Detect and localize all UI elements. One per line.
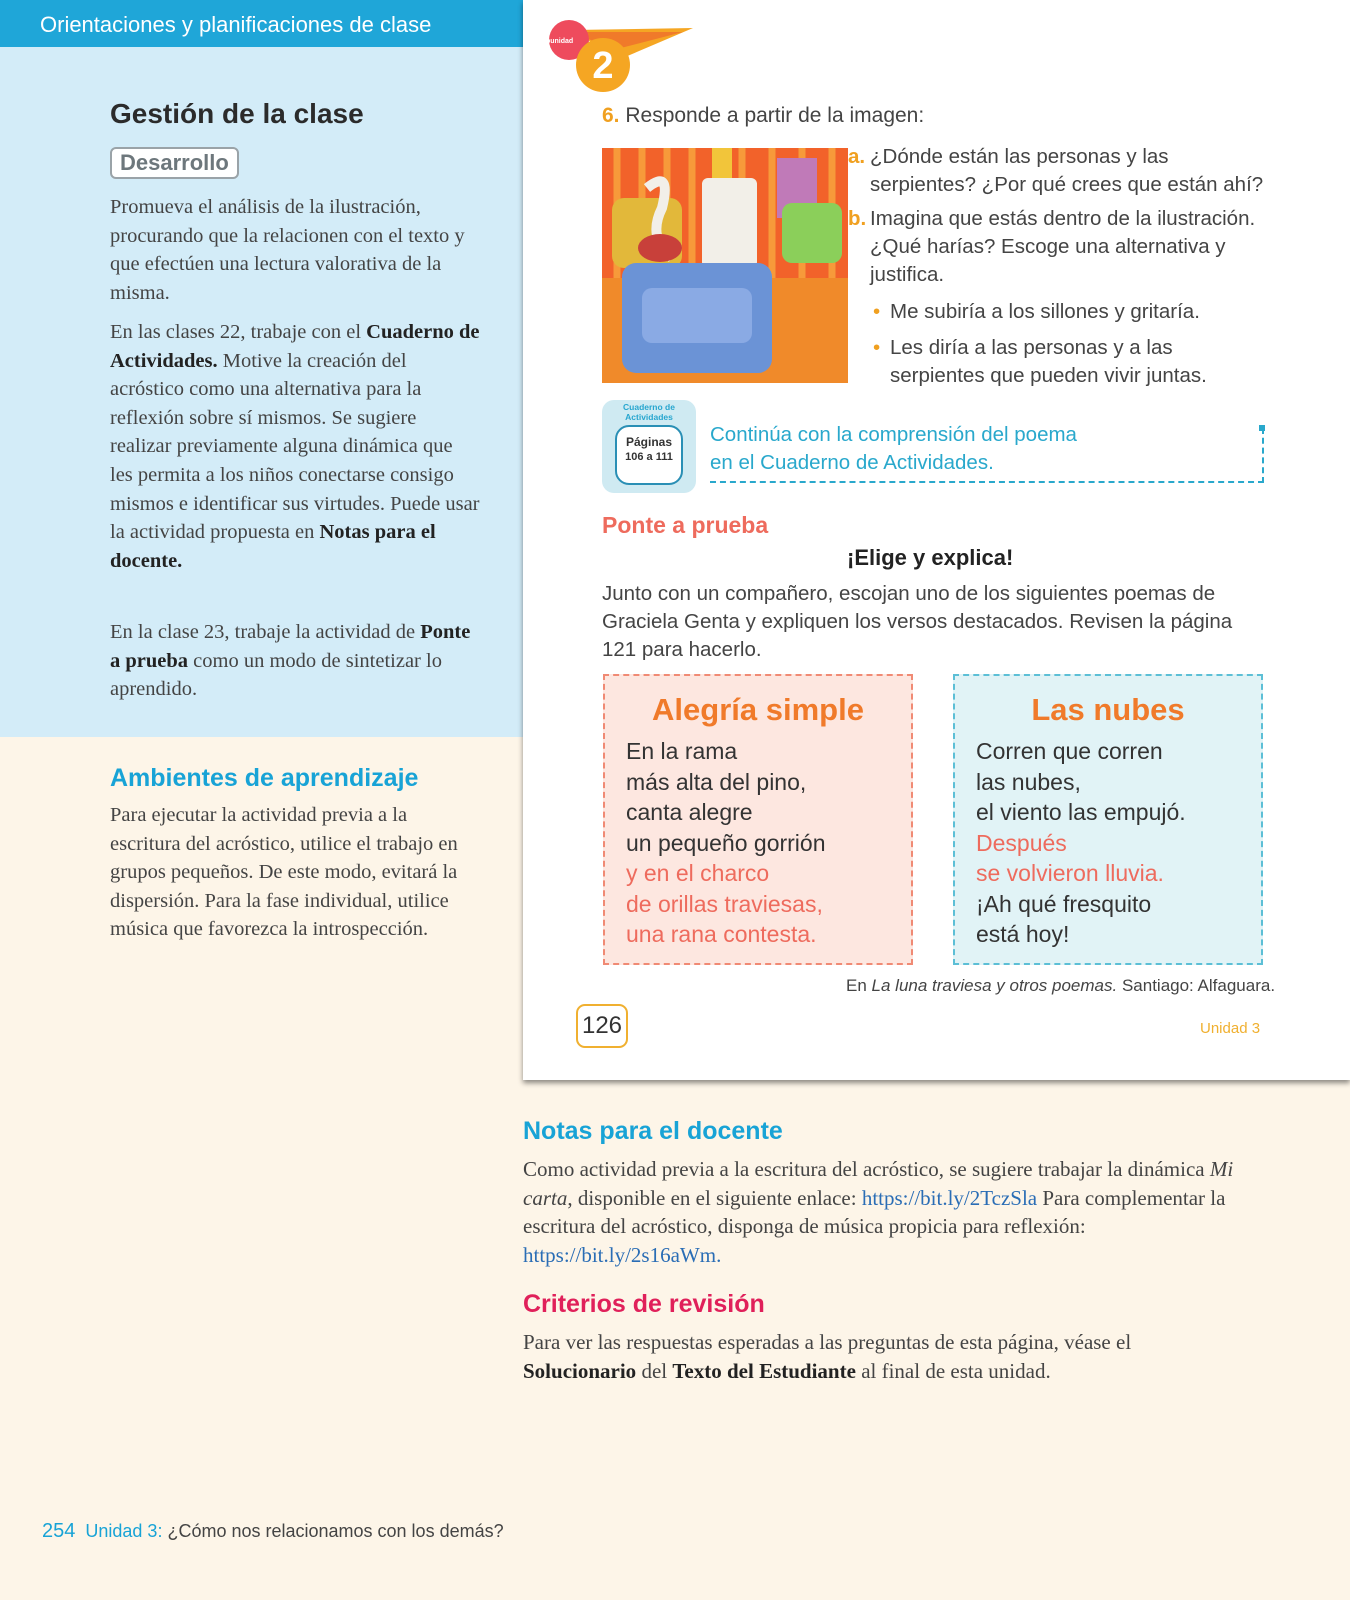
page-footer <box>42 1520 504 1543</box>
subunidad-number: 2 <box>592 45 614 87</box>
paginas-range: 106 a 111 <box>625 451 673 463</box>
subunidad-label: Subunidad <box>537 38 574 45</box>
poem-line: un pequeño gorrión <box>626 829 826 856</box>
citation: En La luna traviesa y otros poemas. Santiago: Alfaguara. <box>846 976 1276 995</box>
paginas-box <box>615 425 683 485</box>
poem-line-highlighted: una rana contesta. <box>626 921 817 947</box>
gestion-paragraph-2: En las clases 22, trabaje con el Cuaderno de Actividades. Motive la creación del acróstico como una alternativa para la reflexión sobre sí mismos. Se sugiere realizar previamente alguna dinámica que les permita a los niños conectarse consigo mismos e identificar sus virtudes. Puede usar la actividad propuesta en Notas para el docente. <box>110 321 480 572</box>
ambientes-text: Para ejecutar la actividad previa a la escritura del acróstico, utilice el trabajo en grupos pequeños. De este modo, evitará la dispersión. Para la fase individual, utilice música que favorezca la introspección. <box>110 804 458 941</box>
notas-text: Como actividad previa a la escritura del acróstico, se sugiere trabajar la dinámica Mi carta, disponible en el siguiente enlace: https://bit.ly/2TczSla Para complementar la escritura del acróstico, disponga de música propicia para reflexión: https://bit.ly/2s16aWm. <box>523 1157 1234 1267</box>
question-6: 6. Responde a partir de la imagen: <box>602 104 925 127</box>
poem-lines <box>626 736 826 950</box>
paginas-label: Páginas <box>625 435 673 449</box>
poem-line-highlighted: Después <box>976 829 1067 856</box>
poem-line-highlighted: y en el charco <box>626 860 770 886</box>
cuaderno-icon <box>602 400 696 493</box>
poem-line: Corren que corren <box>976 738 1163 764</box>
elige-title: ¡Elige y explica! <box>847 545 1014 570</box>
poem-line: ¡Ah qué fresquito <box>976 890 1152 917</box>
poem-title: Alegría simple <box>652 692 864 727</box>
poem-lines <box>976 736 1186 950</box>
poem-line: las nubes, <box>976 768 1081 795</box>
option-bullet-2: • Les diría a las personas y a las serpientes que pueden vivir juntas. <box>873 336 1207 387</box>
poem-card-alegria <box>603 674 913 965</box>
notas-title: Notas para el docente <box>523 1117 783 1145</box>
question-b: b. Imagina que estás dentro de la ilustración. ¿Qué harías? Escoge una alternativa y justifica. <box>848 207 1256 286</box>
question-a: a. ¿Dónde están las personas y las serpientes? ¿Por qué crees que están ahí? <box>848 145 1264 196</box>
poem-line: el viento las empujó. <box>976 799 1186 825</box>
header-title: Orientaciones y planificaciones de clase <box>40 12 432 37</box>
poem-line-highlighted: se volvieron lluvia. <box>976 860 1164 886</box>
footer-unit: Unidad 3: <box>85 1521 163 1541</box>
poem-card-nubes <box>953 674 1263 965</box>
ambientes-title: Ambientes de aprendizaje <box>110 764 419 792</box>
link-musica[interactable]: https://bit.ly/2s16aWm. <box>523 1242 722 1267</box>
gestion-paragraph-3: En la clase 23, trabaje la actividad de Ponte a prueba como un modo de sintetizar lo aprendido. <box>110 621 471 701</box>
book-page-number: 126 <box>576 1004 628 1048</box>
continua-text: Continúa con la comprensión del poema en el Cuaderno de Actividades. <box>710 423 1077 474</box>
poem-line: está hoy! <box>976 921 1070 947</box>
footer-subtitle: ¿Cómo nos relacionamos con los demás? <box>162 1521 504 1541</box>
instructions-text: Junto con un compañero, escojan uno de los siguientes poemas de Graciela Genta y expliquen los versos destacados. Revisen la página 121 para hacerlo. <box>602 582 1233 661</box>
continua-dot <box>1259 425 1265 431</box>
link-mi-carta[interactable]: https://bit.ly/2TczSla <box>861 1185 1038 1210</box>
cuaderno-label: Cuaderno de Actividades <box>623 402 675 422</box>
gestion-paragraph-1: Promueva el análisis de la ilustración, procurando que la relacionen con el texto y que efectúen una lectura valorativa de la misma. <box>110 196 465 304</box>
ponte-a-prueba-title: Ponte a prueba <box>602 512 769 538</box>
subunidad-badge <box>537 20 703 95</box>
header-bar <box>0 0 523 47</box>
poem-line: En la rama <box>626 738 738 764</box>
criterios-title: Criterios de revisión <box>523 1290 765 1318</box>
desarrollo-badge: Desarrollo <box>110 147 239 179</box>
poem-title: Las nubes <box>1031 692 1185 727</box>
option-bullet-1: • Me subiría a los sillones y gritaría. <box>873 300 1200 323</box>
gestion-title: Gestión de la clase <box>110 98 364 129</box>
book-unit-label: Unidad 3 <box>1200 1020 1261 1037</box>
footer-page-number: 254 <box>42 1520 76 1542</box>
poem-line: más alta del pino, <box>626 768 807 795</box>
criterios-text: Para ver las respuestas esperadas a las preguntas de esta página, véase el Solucionario del Texto del Estudiante al final de esta unidad. <box>523 1330 1132 1383</box>
poem-line-highlighted: de orillas traviesas, <box>626 890 823 917</box>
illustration-image <box>602 148 848 383</box>
poem-line: canta alegre <box>626 799 753 825</box>
